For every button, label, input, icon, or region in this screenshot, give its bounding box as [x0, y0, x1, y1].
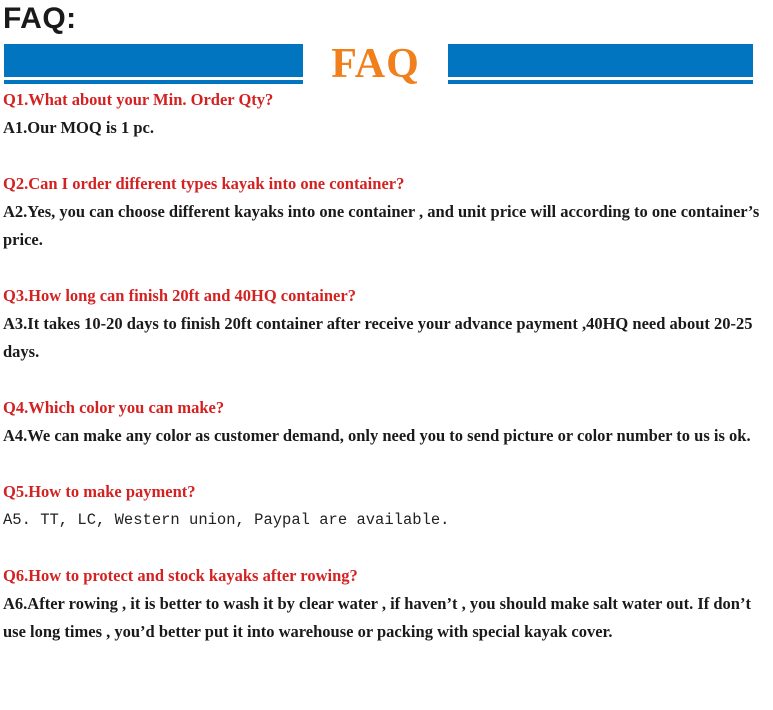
faq-question: Q2.Can I order different types kayak into one container?: [3, 174, 405, 193]
faq-question: Q4.Which color you can make?: [3, 398, 225, 417]
faq-answer: A2.Yes, you can choose different kayaks into one container , and unit price will according to one container’s price.: [3, 202, 760, 249]
banner-bar-right: [448, 44, 753, 77]
faq-list: [3, 86, 771, 646]
faq-answer: A5. TT, LC, Western union, Paypal are available.: [3, 511, 450, 529]
page-title: FAQ:: [3, 2, 77, 35]
faq-item-1: [3, 86, 771, 142]
faq-item-3: [3, 282, 771, 366]
banner-bar-left: [4, 44, 303, 77]
faq-item-2: [3, 170, 771, 254]
faq-item-6: [3, 562, 771, 646]
faq-answer: A4.We can make any color as customer demand, only need you to send picture or color number to us is ok.: [3, 426, 751, 445]
faq-item-4: [3, 394, 771, 450]
faq-answer: A3.It takes 10-20 days to finish 20ft container after receive your advance payment ,40HQ need about 20-25 days.: [3, 314, 753, 361]
faq-question: Q3.How long can finish 20ft and 40HQ container?: [3, 286, 356, 305]
faq-question: Q6.How to protect and stock kayaks after rowing?: [3, 566, 358, 585]
faq-question: Q1.What about your Min. Order Qty?: [3, 90, 274, 109]
faq-answer: A6.After rowing , it is better to wash it by clear water , if haven’t , you should make salt water out. If don’t use long times , you’d better put it into warehouse or packing with special kayak cover.: [3, 594, 751, 641]
faq-banner: [0, 42, 773, 88]
banner-title: FAQ: [331, 41, 420, 87]
faq-item-5: [3, 478, 771, 534]
faq-question: Q5.How to make payment?: [3, 482, 196, 501]
faq-answer: A1.Our MOQ is 1 pc.: [3, 118, 154, 137]
